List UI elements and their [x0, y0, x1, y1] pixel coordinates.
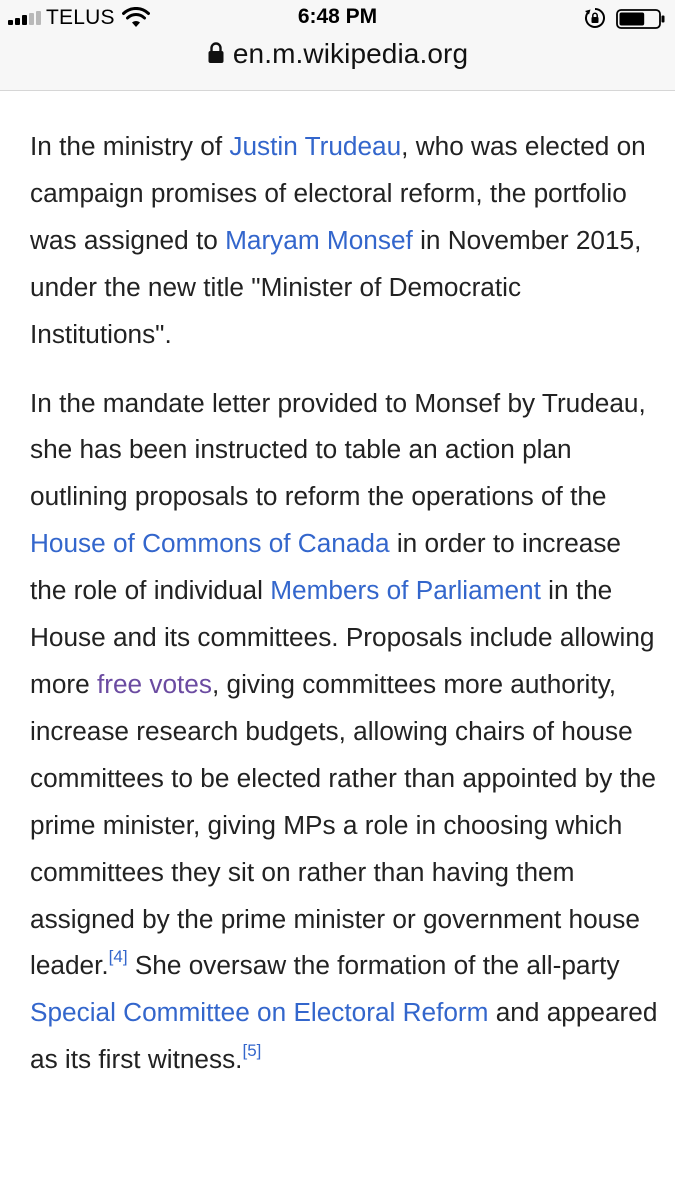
link-house-of-commons[interactable]: House of Commons of Canada — [30, 528, 390, 559]
text-segment: In the ministry of — [30, 131, 230, 161]
paragraph-2 — [30, 380, 660, 1084]
link-justin-trudeau[interactable]: Justin Trudeau — [229, 131, 402, 161]
text-segment: , giving committees more authority, increase research budgets, allowing chairs of house committees to be elected rather than appointed by the prime minister, giving MPs a role in choosing which committees they sit on rather than having them assigned by the prime minister or government house leader. — [30, 668, 656, 981]
article-content — [30, 123, 660, 1105]
text-segment: In the mandate letter provided to Monsef by Trudeau, she has been instructed to table an action plan outlining proposals to reform the operations of the — [30, 387, 646, 512]
text-segment: in order to increase the role of individual — [30, 528, 621, 606]
reference-4-link[interactable]: [4] — [108, 947, 128, 967]
status-time: 6:48 PM — [297, 5, 378, 28]
text-segment: , who was elected on campaign promises of electoral reform, the portfolio was assigned to — [30, 131, 646, 255]
status-bar — [0, 0, 675, 36]
reference-5[interactable] — [242, 1041, 261, 1060]
lock-icon — [207, 41, 225, 65]
link-maryam-monsef[interactable]: Maryam Monsef — [225, 224, 413, 255]
paragraph-1 — [30, 123, 660, 358]
text-segment: in the House and its committees. Proposals include allowing more — [30, 575, 655, 699]
rotation-lock-icon — [584, 7, 606, 29]
text-segment: and appeared as its first witness. — [30, 997, 658, 1075]
reference-5-link[interactable]: [5] — [242, 1041, 262, 1061]
link-special-committee[interactable]: Special Committee on Electoral Reform — [30, 997, 489, 1028]
carrier-name: TELUS — [46, 6, 115, 29]
url-text[interactable]: en.m.wikipedia.org — [232, 38, 469, 69]
battery-icon — [616, 9, 666, 29]
reference-4[interactable] — [109, 947, 128, 966]
text-segment: in November 2015, under the new title "Minister of Democratic Institutions". — [30, 224, 642, 349]
link-free-votes[interactable]: free votes — [96, 668, 212, 699]
link-members-of-parliament[interactable]: Members of Parliament — [270, 575, 541, 606]
text-segment: She oversaw the formation of the all-party — [127, 950, 620, 981]
address-bar[interactable] — [0, 36, 675, 91]
